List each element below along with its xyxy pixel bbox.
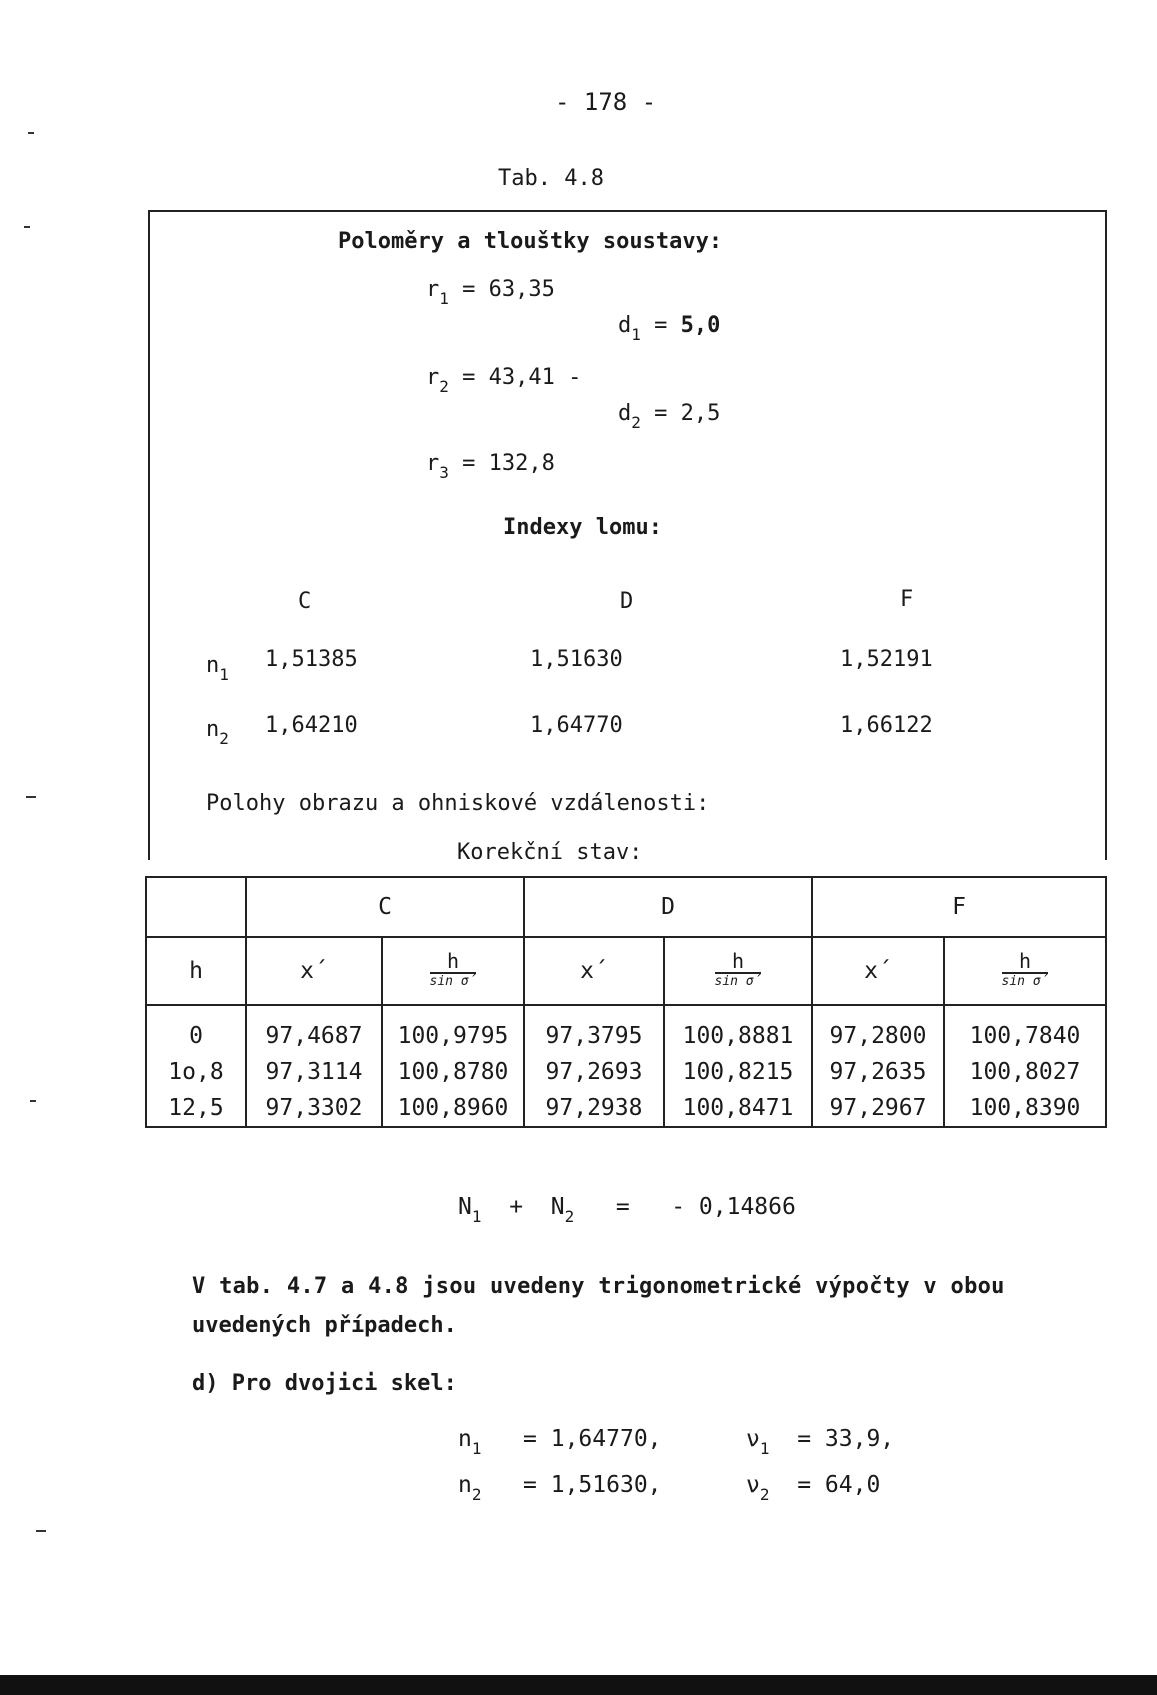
table-cell: 97,2800 (812, 1005, 944, 1054)
h-cell: 12,5 (146, 1090, 246, 1127)
table-group-header-row (146, 877, 1106, 937)
table-cell: 100,8027 (944, 1054, 1106, 1090)
frac-num: h (715, 951, 762, 974)
glass-n2: $n_2$ = 1,51630, (458, 1472, 662, 1504)
table-cell: 97,2635 (812, 1054, 944, 1090)
table-cell: 100,8390 (944, 1090, 1106, 1127)
margin-mark (28, 132, 34, 134)
n2-label: $n_2$ (206, 717, 229, 748)
glass-n1: $n_1$ = 1,64770, (458, 1426, 662, 1458)
margin-mark (24, 226, 30, 228)
frac-den: sin σ´ (714, 974, 762, 989)
r2-sub: 2 (439, 377, 449, 396)
d2-value: 2,5 (680, 401, 721, 426)
glass-n1-value: = 1,64770, (523, 1426, 662, 1452)
positions-heading: Polohy obrazu a ohniskové vzdálenosti: (206, 791, 710, 816)
table-title: Tab. 4.8 (498, 166, 604, 191)
paragraph-line-1: V tab. 4.7 a 4.8 jsou uvedeny trigonometrické výpočty v obou (192, 1274, 1005, 1299)
col-f: F (900, 587, 914, 612)
sum-value: - 0,14866 (671, 1194, 796, 1220)
table-column-header-row (146, 937, 1106, 1005)
section-d-heading: d) Pro dvojici skel: (192, 1371, 457, 1396)
n2-sub: 2 (219, 729, 229, 748)
table-cell: 100,8960 (382, 1090, 524, 1127)
r1-line: $r_1 = 63,35$ (426, 277, 555, 308)
margin-mark (26, 796, 36, 798)
frac-den: sin σ´ (1001, 974, 1049, 989)
n1-c: 1,51385 (265, 647, 358, 672)
d2-line: $d_2 = 2,5$ (618, 401, 721, 432)
table-cell: 97,3795 (524, 1005, 664, 1054)
index-heading: Indexy lomu: (503, 515, 662, 540)
n2-f: 1,66122 (840, 713, 933, 738)
n2-c: 1,64210 (265, 713, 358, 738)
table-cell: 100,9795 (382, 1005, 524, 1054)
x-header-f: x´ (812, 937, 944, 1005)
table-cell: 97,3302 (246, 1090, 382, 1127)
d1-value: 5,0 (680, 313, 721, 338)
glass-n2-value: = 1,51630, (523, 1472, 662, 1498)
table-cell: 100,8215 (664, 1054, 812, 1090)
n1-f: 1,52191 (840, 647, 933, 672)
frac-header-c (382, 937, 524, 1005)
radii-heading: Poloměry a tlouštky soustavy: (338, 229, 723, 254)
h-cell: 0 (146, 1005, 246, 1054)
n1-subscript: 1 (471, 1207, 482, 1226)
n2-d: 1,64770 (530, 713, 623, 738)
glass-v2-value: = 64,0 (797, 1472, 881, 1498)
frac-num: h (430, 951, 477, 974)
table-cell: 100,7840 (944, 1005, 1106, 1054)
table-row (146, 1005, 1106, 1054)
n1-sub: 1 (219, 665, 229, 684)
frac-num: h (1002, 951, 1049, 974)
h-cell: 1o,8 (146, 1054, 246, 1090)
sub: 1 (471, 1439, 482, 1458)
frac-header-f (944, 937, 1106, 1005)
h-header: h (146, 937, 246, 1005)
group-d: D (524, 877, 812, 937)
r3-sub: 3 (439, 463, 449, 482)
results-table (145, 876, 1107, 1128)
d2-sub: 2 (631, 413, 641, 432)
group-c: C (246, 877, 524, 937)
x-header-c: x´ (246, 937, 382, 1005)
page-number: - 178 - (555, 88, 657, 116)
margin-mark (30, 1100, 36, 1102)
col-c: C (298, 589, 312, 614)
table-row (146, 1054, 1106, 1090)
table-cell: 100,8780 (382, 1054, 524, 1090)
col-d: D (620, 589, 634, 614)
table-cell: 100,8881 (664, 1005, 812, 1054)
correction-heading: Korekční stav: (457, 840, 643, 865)
n1-d: 1,51630 (530, 647, 623, 672)
sum-equation: $N_1 + N_2$ = - 0,14866 (458, 1194, 796, 1226)
r1-value: 63,35 (488, 277, 555, 302)
margin-mark (36, 1530, 46, 1532)
table-cell: 97,2967 (812, 1090, 944, 1127)
glass-v1: $\nu_1 = 33,9$, (746, 1426, 895, 1458)
r3-line: $r_3 = 132,8$ (426, 451, 555, 482)
r1-sub: 1 (439, 289, 449, 308)
sub: 1 (759, 1439, 770, 1458)
table-cell: 100,8471 (664, 1090, 812, 1127)
corner-cell (146, 877, 246, 937)
r3-value: 132,8 (488, 451, 555, 476)
glass-v1-value: = 33,9, (797, 1426, 895, 1452)
n2-subscript: 2 (564, 1207, 575, 1226)
r2-line: $r_2 = 43,41$ - (426, 365, 582, 396)
table-cell: 97,4687 (246, 1005, 382, 1054)
d1-sub: 1 (631, 325, 641, 344)
n1-label: $n_1$ (206, 653, 229, 684)
group-f: F (812, 877, 1106, 937)
frac-den: sin σ´ (429, 974, 477, 989)
table-cell: 97,3114 (246, 1054, 382, 1090)
x-header-d: x´ (524, 937, 664, 1005)
paragraph-line-2: uvedených případech. (192, 1313, 457, 1338)
table-cell: 97,2938 (524, 1090, 664, 1127)
glass-v2: $\nu_2 = 64,0$ (746, 1472, 881, 1504)
scan-edge-band (0, 1675, 1157, 1695)
d1-line: $d_1 = 5,0$ (618, 313, 721, 344)
table-row (146, 1090, 1106, 1127)
sub: 2 (759, 1485, 770, 1504)
sub: 2 (471, 1485, 482, 1504)
frac-header-d (664, 937, 812, 1005)
r2-value: 43,41 - (488, 365, 582, 390)
table-cell: 97,2693 (524, 1054, 664, 1090)
